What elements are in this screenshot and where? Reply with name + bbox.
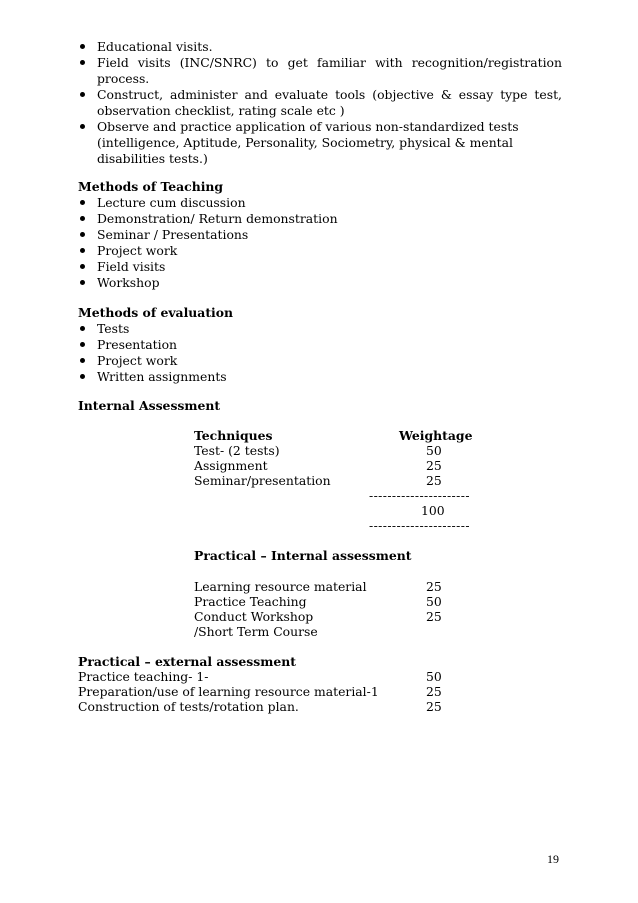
table-cell-weight: 50: [426, 443, 442, 458]
divider-line: ----------------------: [369, 488, 470, 503]
table-cell-weight: 50: [426, 594, 442, 609]
bullet-icon: [80, 264, 88, 272]
bullet-text: Construct, administer and evaluate tools (objective & essay type test,: [97, 87, 562, 102]
list-item: Presentation: [97, 337, 178, 352]
table-cell-item: Practice Teaching: [194, 594, 307, 609]
section-heading: Practical – Internal assessment: [194, 548, 412, 563]
bullet-icon: [80, 200, 88, 208]
table-cell-item: /Short Term Course: [194, 624, 318, 639]
list-item: Field visits: [97, 259, 166, 274]
bullet-icon: [80, 374, 88, 382]
table-cell-technique: Seminar/presentation: [194, 473, 331, 488]
table-cell-item: Preparation/use of learning resource material-1: [78, 684, 379, 699]
bullet-icon: [80, 248, 88, 256]
table-cell-technique: Test- (2 tests): [194, 443, 280, 458]
bullet-icon: [80, 44, 88, 52]
total-value: 100: [421, 503, 445, 518]
section-heading: Practical – external assessment: [78, 654, 296, 669]
table-cell-item: Learning resource material: [194, 579, 367, 594]
bullet-text: Field visits (INC/SNRC) to get familiar with recognition/registration: [97, 55, 562, 70]
list-item: Demonstration/ Return demonstration: [97, 211, 338, 226]
page-number: 19: [547, 852, 559, 866]
table-cell-weight: 25: [426, 473, 442, 488]
list-item: Workshop: [97, 275, 160, 290]
table-cell-technique: Assignment: [194, 458, 268, 473]
section-heading: Internal Assessment: [78, 398, 221, 413]
bullet-icon: [80, 92, 88, 100]
bullet-icon: [80, 280, 88, 288]
bullet-text-continuation: process.: [97, 71, 150, 86]
table-cell-weight: 25: [426, 609, 442, 624]
table-cell-weight: 25: [426, 579, 442, 594]
list-item: Written assignments: [97, 369, 227, 384]
section-heading: Methods of Teaching: [78, 179, 224, 194]
table-header-weightage: Weightage: [399, 428, 473, 443]
bullet-text-continuation: disabilities tests.): [97, 151, 208, 166]
list-item: Tests: [97, 321, 130, 336]
table-cell-weight: 25: [426, 699, 442, 714]
table-cell-weight: 50: [426, 669, 442, 684]
bullet-text-continuation: observation checklist, rating scale etc ): [97, 103, 345, 118]
bullet-icon: [80, 342, 88, 350]
bullet-icon: [80, 326, 88, 334]
divider-line: ----------------------: [369, 518, 470, 533]
section-heading: Methods of evaluation: [78, 305, 234, 320]
bullet-icon: [80, 232, 88, 240]
list-item: Project work: [97, 353, 178, 368]
table-header-technique: Techniques: [194, 428, 273, 443]
table-cell-item: Practice teaching- 1-: [78, 669, 209, 684]
list-item: Lecture cum discussion: [97, 195, 246, 210]
bullet-text: Observe and practice application of various non-standardized tests: [97, 119, 519, 134]
bullet-text: Educational visits.: [97, 39, 213, 54]
bullet-icon: [80, 216, 88, 224]
list-item: Project work: [97, 243, 178, 258]
table-cell-weight: 25: [426, 684, 442, 699]
bullet-icon: [80, 124, 88, 132]
table-cell-weight: 25: [426, 458, 442, 473]
bullet-icon: [80, 358, 88, 366]
list-item: Seminar / Presentations: [97, 227, 249, 242]
table-cell-item: Construction of tests/rotation plan.: [78, 699, 299, 714]
table-cell-item: Conduct Workshop: [194, 609, 314, 624]
bullet-icon: [80, 60, 88, 68]
bullet-text-continuation: (intelligence, Aptitude, Personality, Sociometry, physical & mental: [97, 135, 513, 150]
